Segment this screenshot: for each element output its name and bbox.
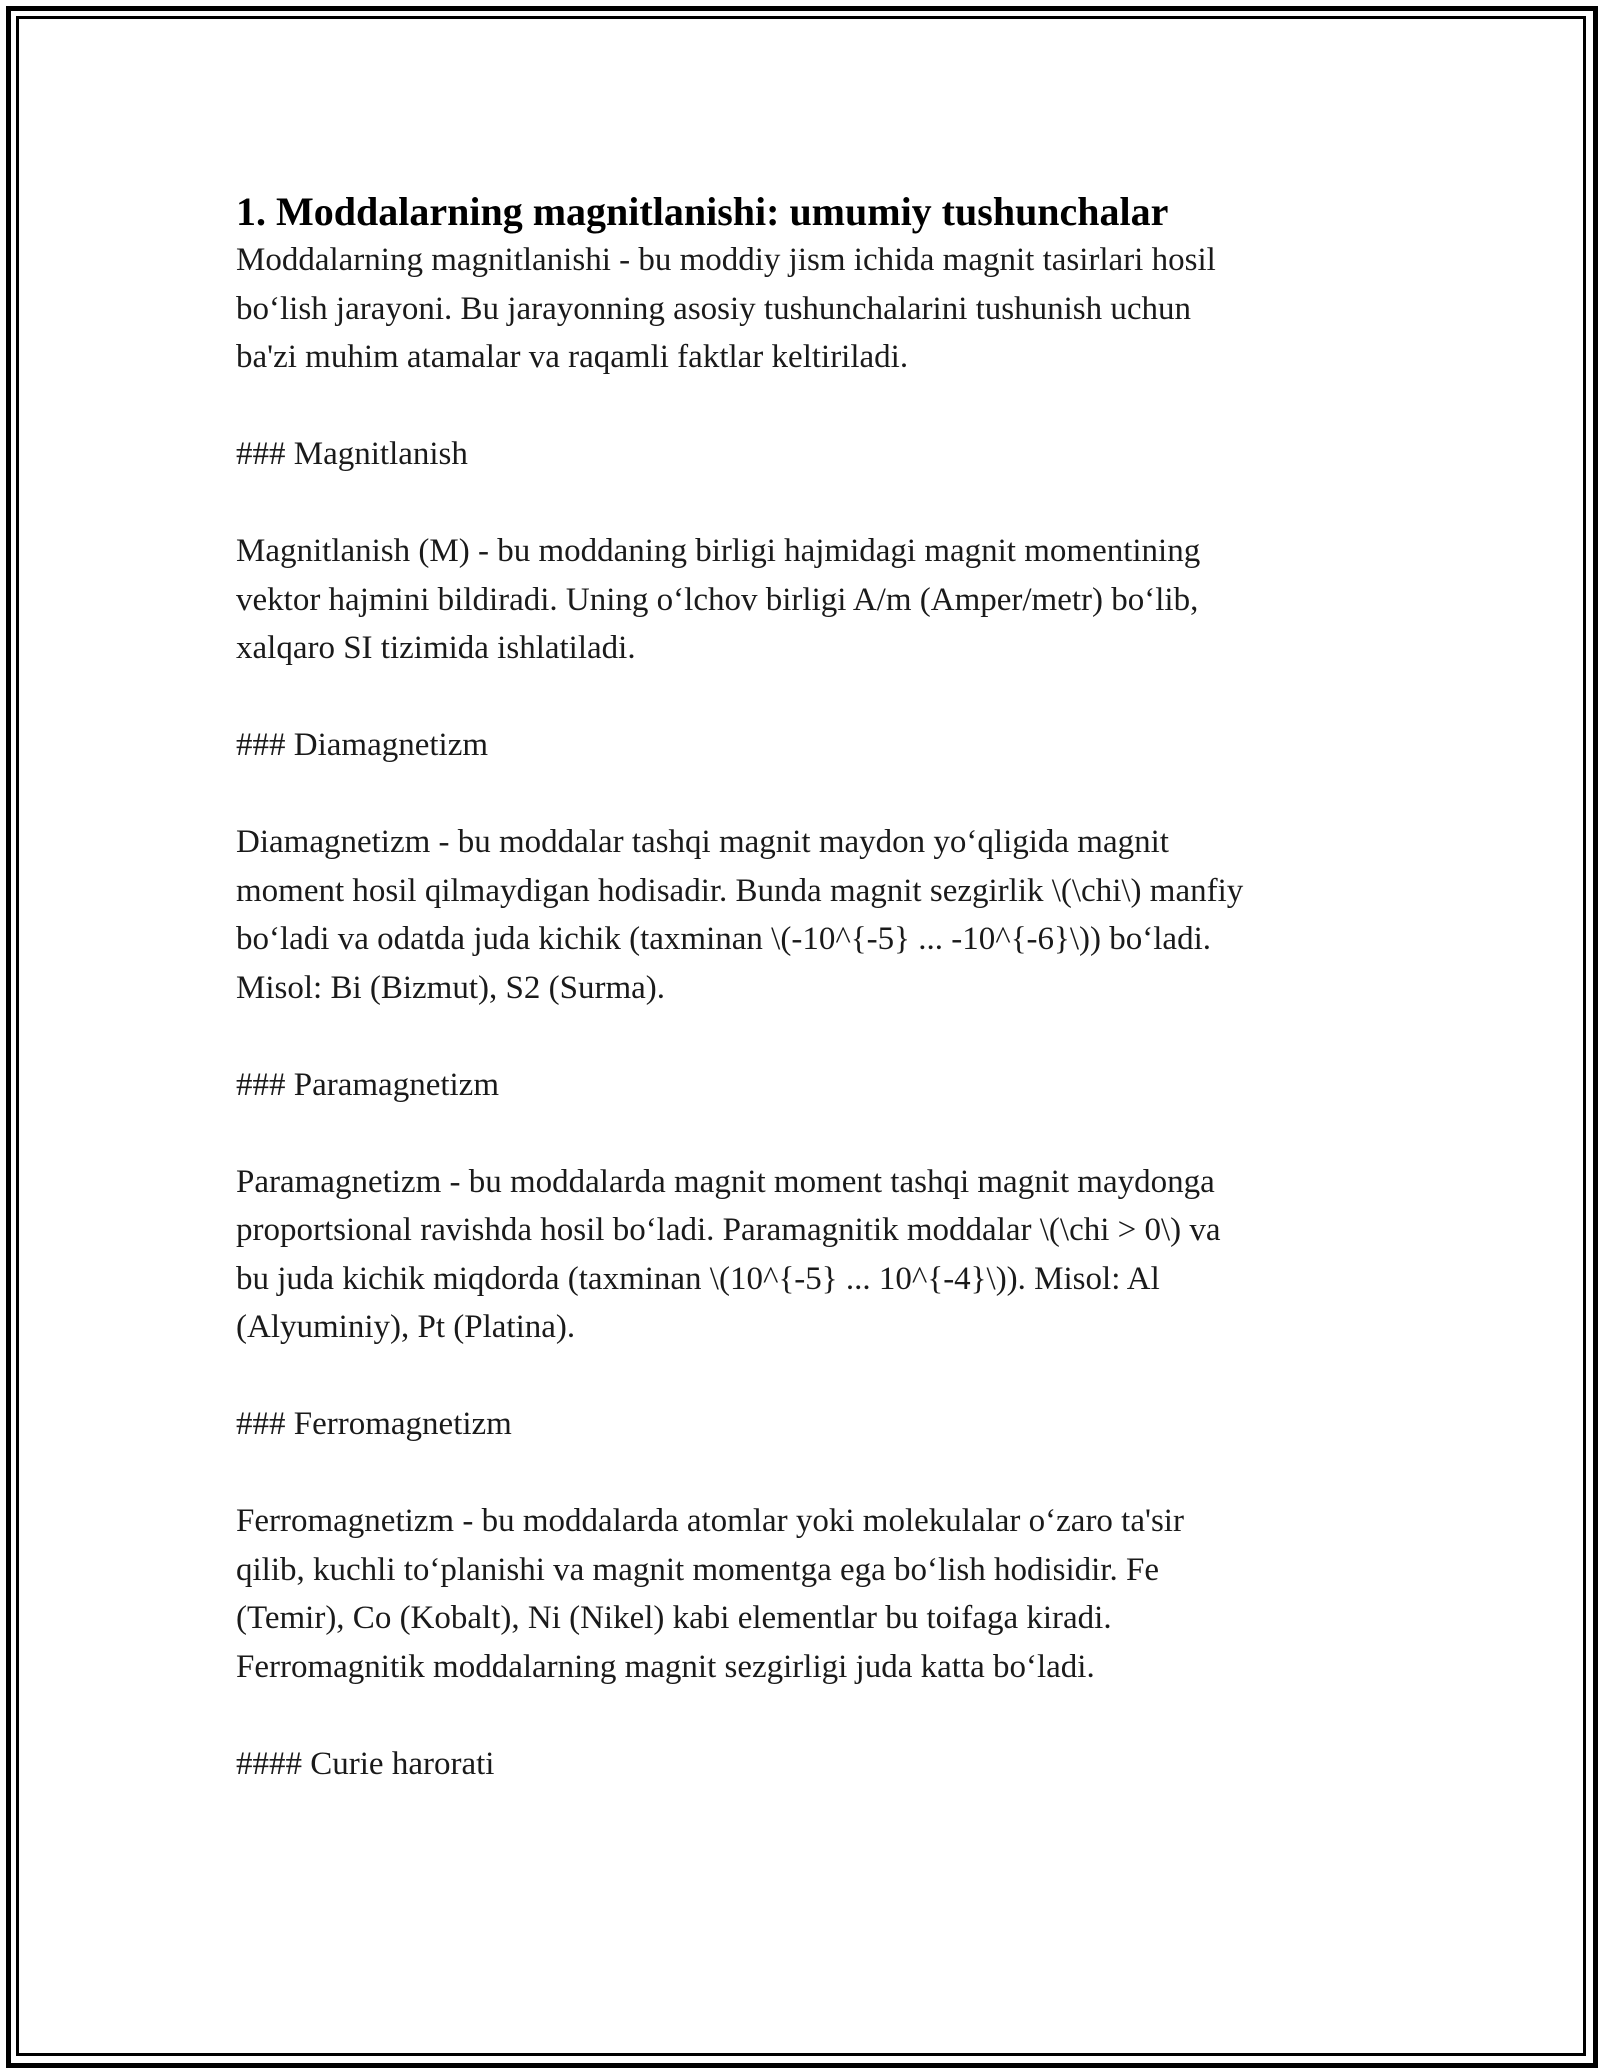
text-line: Misol: Bi (Bizmut), S2 (Surma). <box>236 969 665 1006</box>
text-line: proportsional ravishda hosil bo‘ladi. Paramagnitik moddalar \(\chi > 0\) va <box>236 1212 1221 1248</box>
text-line: bu juda kichik miqdorda (taxminan \(10^{-5} ... 10^{-4}\)). Misol: Al <box>236 1260 1160 1297</box>
document-body <box>236 188 1366 1788</box>
body-paragraph <box>236 1158 1366 1352</box>
section-heading <box>236 430 1366 479</box>
section-heading <box>236 1061 1366 1110</box>
text-line: ### Paramagnetizm <box>236 1066 500 1103</box>
text-line: vektor hajmini bildiradi. Uning o‘lchov birligi A/m (Amper/metr) bo‘lib, <box>236 581 1199 618</box>
section-heading <box>236 1400 1366 1449</box>
text-line: #### Curie harorati <box>236 1745 495 1782</box>
document-blocks <box>236 236 1366 1788</box>
text-line: bo‘ladi va odatda juda kichik (taxminan \(-10^{-5} ... -10^{-6}\)) bo‘ladi. <box>236 921 1211 957</box>
text-line: Diamagnetizm - bu moddalar tashqi magnit maydon yo‘qligida magnit <box>236 824 1169 860</box>
text-line: qilib, kuchli to‘planishi va magnit momentga ega bo‘lish hodisidir. Fe <box>236 1551 1159 1588</box>
text-line: ### Diamagnetizm <box>236 727 489 763</box>
body-paragraph <box>236 236 1366 382</box>
text-line: (Alyuminiy), Pt (Platina). <box>236 1309 576 1345</box>
text-line: Magnitlanish (M) - bu moddaning birligi hajmidagi magnit momentining <box>236 533 1201 569</box>
text-line: ### Magnitlanish <box>236 436 468 472</box>
body-paragraph <box>236 818 1366 1012</box>
section-heading <box>236 721 1366 770</box>
section-heading <box>236 1740 1366 1789</box>
body-paragraph <box>236 1497 1366 1691</box>
text-line: Ferromagnitik moddalarning magnit sezgirligi juda katta bo‘ladi. <box>236 1648 1095 1685</box>
text-line: ba'zi muhim atamalar va raqamli faktlar keltiriladi. <box>236 339 909 375</box>
body-paragraph <box>236 527 1366 673</box>
text-line: ### Ferromagnetizm <box>236 1406 512 1442</box>
text-line: Ferromagnetizm - bu moddalarda atomlar yoki molekulalar o‘zaro ta'sir <box>236 1503 1184 1539</box>
document-title: 1. Moddalarning magnitlanishi: umumiy tushunchalar <box>236 189 1169 234</box>
text-line: (Temir), Co (Kobalt), Ni (Nikel) kabi elementlar bu toifaga kiradi. <box>236 1600 1112 1636</box>
text-line: bo‘lish jarayoni. Bu jarayonning asosiy tushunchalarini tushunish uchun <box>236 290 1192 327</box>
text-line: Moddalarning magnitlanishi - bu moddiy jism ichida magnit tasirlari hosil <box>236 242 1216 278</box>
text-line: Paramagnetizm - bu moddalarda magnit moment tashqi magnit maydonga <box>236 1163 1215 1200</box>
text-line: moment hosil qilmaydigan hodisadir. Bunda magnit sezgirlik \(\chi\) manfiy <box>236 872 1244 909</box>
text-line: xalqaro SI tizimida ishlatiladi. <box>236 630 636 666</box>
